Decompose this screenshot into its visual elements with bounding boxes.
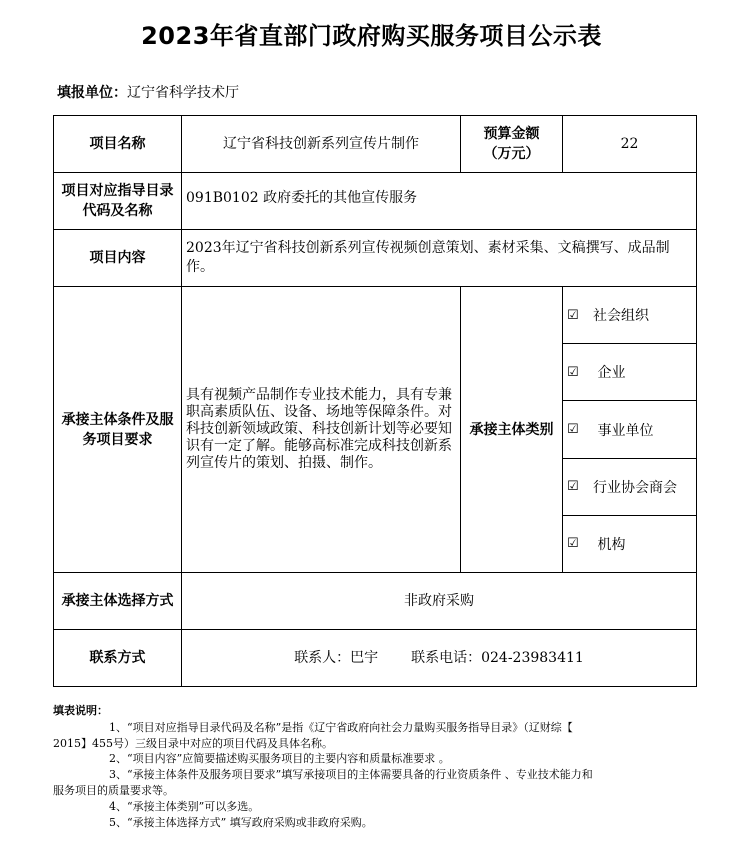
checkbox-icon[interactable]: ☑ <box>567 307 579 323</box>
instruction-line: 5、“承接主体选择方式” 填写政府采购或非政府采购。 <box>109 815 373 829</box>
content-value: 2023年辽宁省科技创新系列宣传视频创意策划、素材采集、文稿撰写、成品制作。 <box>182 230 697 287</box>
project-table <box>53 115 697 687</box>
catalog-value: 091B0102 政府委托的其他宣传服务 <box>182 173 697 230</box>
category-item-social-org <box>563 287 696 344</box>
category-list-cell <box>563 287 697 573</box>
project-name-value: 辽宁省科技创新系列宣传片制作 <box>182 116 461 173</box>
category-item-industry-association <box>563 459 696 516</box>
row-content <box>54 230 697 287</box>
project-name-label: 项目名称 <box>54 116 182 173</box>
instruction-line: 4、“承接主体类别”可以多选。 <box>109 799 260 813</box>
contact-label: 联系方式 <box>54 630 182 687</box>
budget-label-line2: （万元） <box>483 146 540 162</box>
budget-label <box>461 116 563 173</box>
contact-phone: 联系电话：024-23983411 <box>411 649 584 666</box>
category-label-text: 机构 <box>593 536 626 553</box>
row-selection <box>54 573 697 630</box>
conditions-label: 承接主体条件及服务项目要求 <box>54 287 182 573</box>
row-contact <box>54 630 697 687</box>
instructions-title: 填表说明： <box>53 704 108 717</box>
category-item-enterprise <box>563 344 696 401</box>
category-label-text: 企业 <box>593 365 626 382</box>
checkbox-icon[interactable]: ☑ <box>567 422 579 437</box>
instruction-line: 1、“项目对应指导目录代码及名称”是指《辽宁省政府向社会力量购买服务指导目录》（辽财综【 <box>109 720 573 734</box>
category-label: 承接主体类别 <box>461 287 563 573</box>
checkbox-icon[interactable]: ☑ <box>567 536 579 552</box>
content-label: 项目内容 <box>54 230 182 287</box>
reporting-unit-value: 辽宁省科学技术厅 <box>127 85 239 101</box>
instruction-line: 2、“项目内容”应简要描述购买服务项目的主要内容和质量标准要求 。 <box>109 752 450 766</box>
category-item-organization <box>563 516 696 572</box>
selection-label: 承接主体选择方式 <box>54 573 182 630</box>
category-label-text: 行业协会商会 <box>593 479 677 496</box>
row-project-name <box>54 116 697 173</box>
selection-value: 非政府采购 <box>182 573 697 630</box>
row-conditions <box>54 287 697 573</box>
category-label-text: 社会组织 <box>593 308 649 325</box>
contact-person: 联系人：巴宇 <box>294 649 379 666</box>
budget-value: 22 <box>563 116 697 173</box>
instructions <box>53 703 693 830</box>
page-title: 2023年省直部门政府购买服务项目公示表 <box>141 22 602 50</box>
category-item-public-institution <box>563 401 696 458</box>
checkbox-icon[interactable]: ☑ <box>567 364 579 380</box>
instruction-line: 3、“承接主体条件及服务项目要求”填写承接项目的主体需要具备的行业资质条件 、专业技术能力和 <box>109 768 593 782</box>
instruction-line: 服务项目的质量要求等。 <box>53 783 174 797</box>
reporting-unit <box>57 82 239 102</box>
reporting-unit-label: 填报单位： <box>57 85 127 101</box>
instruction-line: 2015】455号）三级目录中对应的项目代码及具体名称。 <box>53 736 333 750</box>
category-label-text: 事业单位 <box>593 422 654 439</box>
checkbox-icon[interactable]: ☑ <box>567 479 579 495</box>
budget-label-line1: 预算金额 <box>483 126 540 142</box>
conditions-value: 具有视频产品制作专业技术能力，具有专兼职高素质队伍、设备、场地等保障条件。对科技创新领域政策、科技创新计划等必要知识有一定了解。能够高标准完成科技创新系列宣传片的策划、拍摄、制作。 <box>182 287 461 573</box>
category-list <box>563 287 696 572</box>
catalog-label: 项目对应指导目录代码及名称 <box>54 173 182 230</box>
contact-value <box>182 630 697 687</box>
row-catalog <box>54 173 697 230</box>
